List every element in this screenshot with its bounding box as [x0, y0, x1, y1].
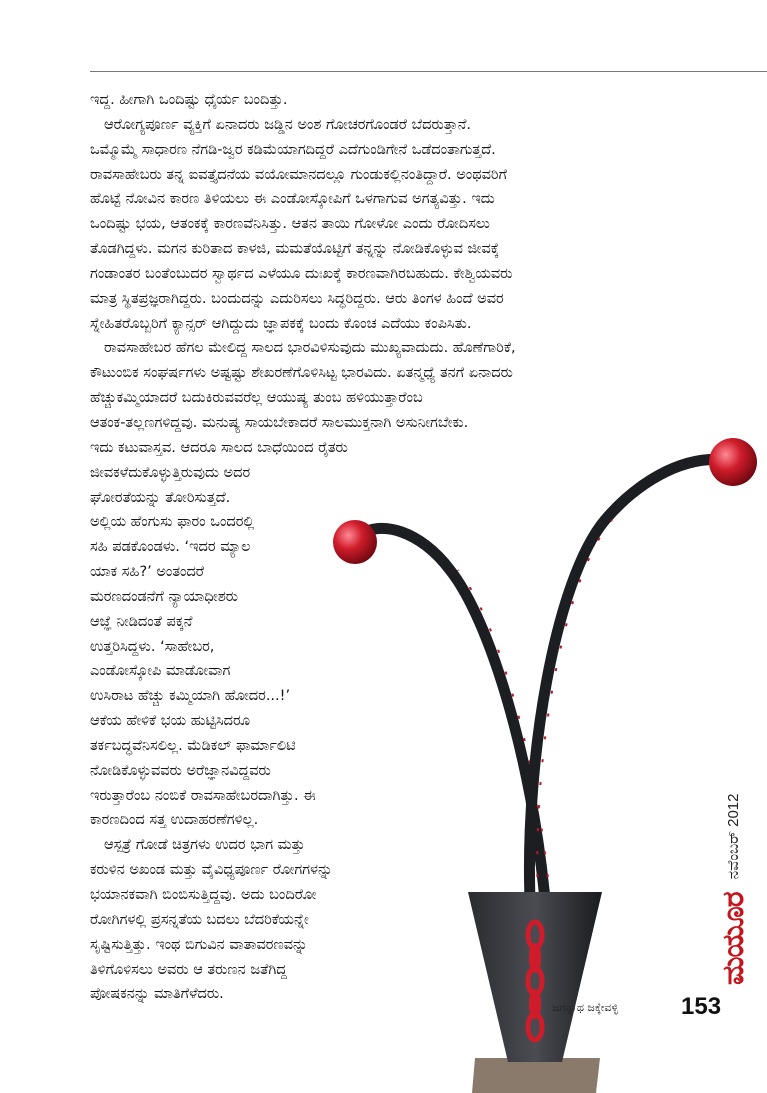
article-line: ರೋಗಿಗಳಲ್ಲಿ ಪ್ರಸನ್ನತೆಯ ಬದಲು ಬೆದರಿಕೆಯನ್ನೇ [90, 911, 309, 928]
article-line: ಉಸಿರಾಟ ಹೆಚ್ಚು ಕಮ್ಮಿಯಾಗಿ ಹೋದರ...!’ [90, 688, 291, 705]
article-line: ಘೋರತೆಯನ್ನು ತೋರಿಸುತ್ತದೆ. [90, 489, 231, 506]
photo-credit: ಜಗನ್ನಾಥ ಜಕ್ಕೇವಳ್ಳಿ [552, 1001, 619, 1014]
article-line: ಸಹಿ ಪಡಕೊಂಡಳು. ‘ಇದರ ಮ್ಯಾಲ [90, 539, 251, 556]
article-line: ಗಂಡಾಂತರ ಬಂತೆಂಬುದರ ಸ್ವಾರ್ಥದ ಎಳೆಯೂ ದುಃಖಕ್ಕೆ ಕಾರಣವಾಗಿರಬಹುದು. ಕೇಶ್ವಿಯವರು [90, 265, 513, 282]
article-line: ಯಾಕ ಸಹಿ?’ ಅಂತಂದರೆ [90, 564, 205, 581]
left-red-ball [333, 520, 377, 564]
page-number: 153 [681, 993, 722, 1020]
article-line: ಭಯಾನಕವಾಗಿ ಬಿಂಬಿಸುತ್ತಿದ್ದವು. ಅದು ಬಂದಿರೋ [90, 887, 317, 903]
right-red-ball [709, 438, 757, 486]
article-line: ಇರುತ್ತಾರೆಂಬ ನಂಬಿಕೆ ರಾವಸಾಹೇಬರದಾಗಿತ್ತು. ಈ [90, 787, 316, 804]
article-line: ತೊಡಗಿದ್ದಳು. ಮಗನ ಕುರಿತಾದ ಕಾಳಜಿ, ಮಮತೆಯೊಟ್ಟಿಗೆ ತನ್ನನ್ನು ನೋಡಿಕೊಳ್ಳುವ ಜೀವಕ್ಕೆ [90, 241, 500, 258]
article-line: ಕರುಳಿನ ಅಖಂಡ ಮತ್ತು ವೈವಿಧ್ಯಪೂರ್ಣ ರೋಗಗಳನ್ನು [90, 862, 333, 879]
right-arm [529, 459, 725, 900]
article-line: ರಾವಸಾಹೇಬರು ತನ್ನ ಐವತ್ತೈದನೆಯ ವಯೋಮಾನದಲ್ಲೂ ಗುಂಡುಕಲ್ಲಿನಂತಿದ್ದಾರೆ. ಅಂಥವರಿಗೆ [90, 166, 507, 183]
magazine-logo: ಮಯೂರ [716, 892, 751, 985]
article-line: ಆತಂಕ-ತಲ್ಲಣಗಳಿದ್ದವು. ಮನುಷ್ಯ ಸಾಯಬೇಕಾದರೆ ಸಾಲಮುಕ್ತನಾಗಿ ಅಸುನೀಗಬೇಕು. [90, 414, 469, 431]
article-line: ತಿಳಿಗೊಳಿಸಲು ಅವರು ಆ ತರುಣನ ಜತೆಗಿದ್ದ [90, 961, 287, 978]
article-line: ರಾವಸಾಹೇಬರ ಹೆಗಲ ಮೇಲಿದ್ದ ಸಾಲದ ಭಾರವಿಳಿಸುವುದು ಮುಖ್ಯವಾದುದು. ಹೊಣೆಗಾರಿಕೆ, [104, 340, 516, 357]
article-line: ಆಕೆಯ ಹೇಳಿಕೆ ಭಯ ಹುಟ್ಟಿಸಿದರೂ [90, 713, 250, 730]
article-line: ಉತ್ತರಿಸಿದ್ದಳು. ‘ಸಾಹೇಬರ, [90, 638, 215, 655]
article-line: ಆರೋಗ್ಯಪೂರ್ಣ ವ್ಯಕ್ತಿಗೆ ಏನಾದರು ಜಡ್ಡಿನ ಅಂಶ ಗೋಚರಗೊಂಡರೆ ಬೆದರುತ್ತಾನೆ. [104, 116, 472, 133]
article-line: ಆಸ್ಪತ್ರೆ ಗೋಡೆ ಚಿತ್ರಗಳು ಉದರ ಭಾಗ ಮತ್ತು [104, 837, 305, 854]
magazine-masthead [716, 793, 767, 985]
article-line: ಆಜ್ಞೆ ನೀಡಿದಂತೆ ಪಕ್ಕನೆ [90, 613, 193, 630]
article-line: ನೋಡಿಕೊಳ್ಳುವವರು ಅರೆಜ್ಞಾನವಿದ್ದವರು [90, 762, 271, 779]
article-line: ಮರಣದಂಡನೆಗೆ ನ್ಯಾಯಾಧೀಶರು [90, 588, 239, 605]
article-line: ಪೋಷಕನನ್ನು ಮಾತಿಗೆಳೆದರು. [90, 986, 224, 1003]
article-line: ಕಾರಣದಿಂದ ಸತ್ತ ಉದಾಹರಣೆಗಳಿಲ್ಲ. [90, 812, 259, 829]
article-line: ಒಮ್ಮೊಮ್ಮೆ ಸಾಧಾರಣ ನೆಗಡಿ-ಜ್ವರ ಕಡಿಮೆಯಾಗದಿದ್ದರೆ ಎದೆಗುಂಡಿಗೇನೆ ಒಡೆದಂತಾಗುತ್ತದೆ. [90, 141, 496, 158]
header-rule [90, 71, 767, 72]
article-line: ಕೌಟುಂಬಿಕ ಸಂಘರ್ಷಗಳು ಅಷ್ಟಷ್ಟು ಶೇಖರಣೆಗೊಳಿಸಿಟ್ಟ ಭಾರವಿದು. ಏತನ್ಮಧ್ಯೆ ತನಗೆ ಏನಾದರು [90, 365, 513, 382]
article-line: ಎಂಡೋಸ್ಕೋಪಿ ಮಾಡೋವಾಗ [90, 663, 231, 680]
article-line: ಹೊಟ್ಟೆ ನೋವಿನ ಕಾರಣ ತಿಳಿಯಲು ಈ ಎಂಡೋಸ್ಕೋಪಿಗೆ ಒಳಗಾಗುವ ಅಗತ್ಯವಿತ್ತು. ಇದು [90, 191, 495, 208]
article-line: ಸೃಷ್ಟಿಸುತ್ತಿತ್ತು. ಇಂಥ ಬಿಗುವಿನ ವಾತಾವರಣವನ್ನು [90, 936, 308, 953]
article-line: ಒಂದಿಷ್ಟು ಭಯ, ಆತಂಕಕ್ಕೆ ಕಾರಣವೆನಿಸಿತ್ತು. ಆತನ ತಾಯಿ ಗೋಳೋ ಎಂದು ರೋದಿಸಲು [90, 216, 490, 233]
floor-plate [472, 1058, 600, 1093]
article-line: ಹೆಚ್ಚುಕಮ್ಮಿಯಾದರೆ ಬದುಕಿರುವವರೆಲ್ಲ ಆಯುಷ್ಯ ತುಂಬ ಹಳಿಯುತ್ತಾರೆಂಬ [90, 390, 423, 407]
issue-date: ನವೆಂಬರ್ 2012 [725, 793, 742, 880]
article-line: ಸ್ನೇಹಿತರೊಬ್ಬರಿಗೆ ಕ್ಯಾನ್ಸರ್ ಆಗಿದ್ದುದು ಜ್ಞಾಪಕಕ್ಕೆ ಬಂದು ಕೊಂಚ ಎದೆಯು ಕಂಪಿಸಿತು. [90, 315, 472, 332]
article-line: ಇದು ಕಟುವಾಸ್ತವ. ಆದರೂ ಸಾಲದ ಬಾಧೆಯಿಂದ ರೈತರು [90, 439, 348, 456]
article-line: ಜೀವಕಳೆದುಕೊಳ್ಳುತ್ತಿರುವುದು ಅದರ [90, 464, 251, 481]
left-arm [360, 528, 545, 900]
article-line: ಅಲ್ಲಿಯ ಹೆಂಗುಸು ಫಾರಂ ಒಂದರಲ್ಲಿ [90, 514, 255, 531]
article-line: ಇದ್ದ. ಹೀಗಾಗಿ ಒಂದಿಷ್ಟು ಧೈರ್ಯ ಬಂದಿತ್ತು. [90, 92, 288, 108]
base-block [468, 892, 602, 1062]
article-line: ತರ್ಕಬದ್ಧವೆನಿಸಲಿಲ್ಲ. ಮೆಡಿಕಲ್ ಫಾರ್ಮಾಲಿಟಿ [90, 737, 296, 754]
article-line: ಮಾತ್ರ ಸ್ಥಿತಪ್ರಜ್ಞರಾಗಿದ್ದರು. ಬಂದುದನ್ನು ಎದುರಿಸಲು ಸಿದ್ಧರಿದ್ದರು. ಆರು ತಿಂಗಳ ಹಿಂದೆ ಅವರ [90, 290, 504, 307]
